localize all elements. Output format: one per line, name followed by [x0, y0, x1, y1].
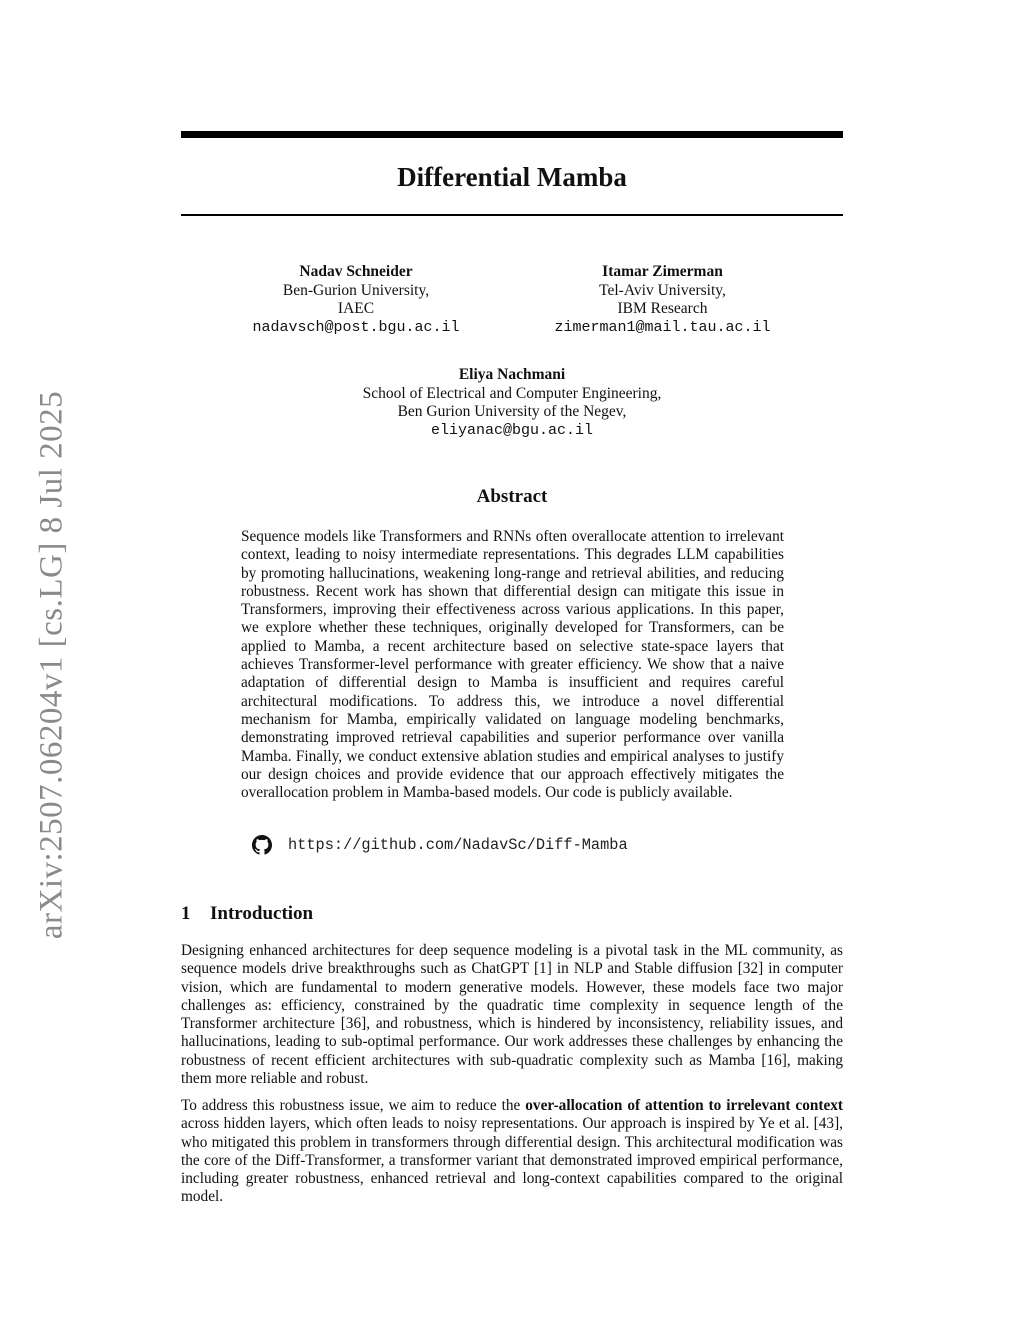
github-icon — [252, 835, 272, 855]
author-email[interactable]: eliyanac@bgu.ac.il — [430, 421, 594, 439]
author-block-1 — [230, 263, 482, 337]
abstract-text: Sequence models like Transformers and RNNs often overallocate attention to irrelevant context, leading to noisy intermediate representations. This degrades LLM capabilities by promoting hallucinations, weakening long-range and retrieval abilities, and reducing robustness. Recent work has shown that differential design can mitigate this issue in Transformers, improving their effectiveness across various applications. In this paper, we explore whether these techniques, originally developed for Transformers, can be applied to Mamba, a recent architecture based on selective state-space layers that achieves Transformer-level performance with greater efficiency. We show that a naive adaptation of differential design to Mamba is insufficient and requires careful architectural modifications. To address this, we introduce a novel differential mechanism for Mamba, empirically validated on language modeling benchmarks, demonstrating improved retrieval capabilities and superior performance over vanilla Mamba. Finally, we conduct extensive ablation studies and empirical analyses to justify our design choices and provide evidence that our approach effectively mitigates the overallocation problem in Mamba-based models. Our code is publicly available. — [241, 528, 784, 802]
author-email[interactable]: nadavsch@post.bgu.ac.il — [252, 318, 460, 336]
code-link[interactable] — [252, 835, 628, 855]
intro-paragraph-2 — [181, 1097, 843, 1207]
author-name: Itamar Zimerman — [602, 263, 723, 280]
author-affiliation: IAEC — [337, 300, 375, 317]
author-block-3 — [300, 366, 724, 440]
code-url[interactable]: https://github.com/NadavSc/Diff-Mamba — [288, 836, 628, 854]
section-heading-introduction — [181, 903, 313, 925]
author-name: Nadav Schneider — [299, 263, 413, 280]
author-affiliation: Ben-Gurion University, — [282, 281, 430, 299]
title-rule-top — [181, 131, 843, 138]
arxiv-identifier-text: arXiv:2507.06204v1 [cs.LG] 8 Jul 2025 — [33, 390, 70, 940]
section-title: Introduction — [210, 903, 314, 924]
author-affiliation: IBM Research — [617, 300, 708, 317]
para-bold-text: over-allocation of attention to irrelevant context — [525, 1097, 843, 1114]
title-rule-bottom — [181, 214, 843, 216]
author-email[interactable]: zimerman1@mail.tau.ac.il — [554, 318, 771, 336]
intro-paragraph-1: Designing enhanced architectures for deep sequence modeling is a pivotal task in the ML community, as sequence models drive breakthroughs such as ChatGPT [1] in NLP and Stable diffusion [32] in computer vision, which are fundamental to modern generative models. However, these models face two major challenges as: efficiency, constrained by the quadratic time complexity in sequence length of the Transformer architecture [36], and robustness, which is hindered by inconsistency, reliability issues, and hallucinations, leading to sub-optimal performance. Our work addresses these challenges by enhancing the robustness of recent efficient architectures with sub-quadratic complexity such as Mamba [16], making them more reliable and robust. — [181, 942, 843, 1088]
para-text: To address this robustness issue, we aim to reduce the — [181, 1097, 526, 1114]
abstract-heading: Abstract — [476, 486, 548, 507]
author-block-2 — [540, 263, 785, 337]
paper-title: Differential Mamba — [397, 162, 627, 192]
author-affiliation: Ben Gurion University of the Negev, — [397, 403, 627, 420]
para-text: across hidden layers, which often leads to noisy representations. Our approach is inspired by Ye et al. [43], who mitigated this problem in transformers through differential design. This architectural modification was the core of the Diff-Transformer, a transformer variant that demonstrated improved empirical performance, including greater robustness, enhanced retrieval and long-context capabilities compared to the original model. — [181, 1115, 843, 1206]
author-affiliation: Tel-Aviv University, — [599, 281, 726, 299]
author-affiliation: School of Electrical and Computer Engineering, — [362, 384, 662, 402]
author-name: Eliya Nachmani — [458, 366, 566, 383]
section-number: 1 — [181, 903, 191, 924]
